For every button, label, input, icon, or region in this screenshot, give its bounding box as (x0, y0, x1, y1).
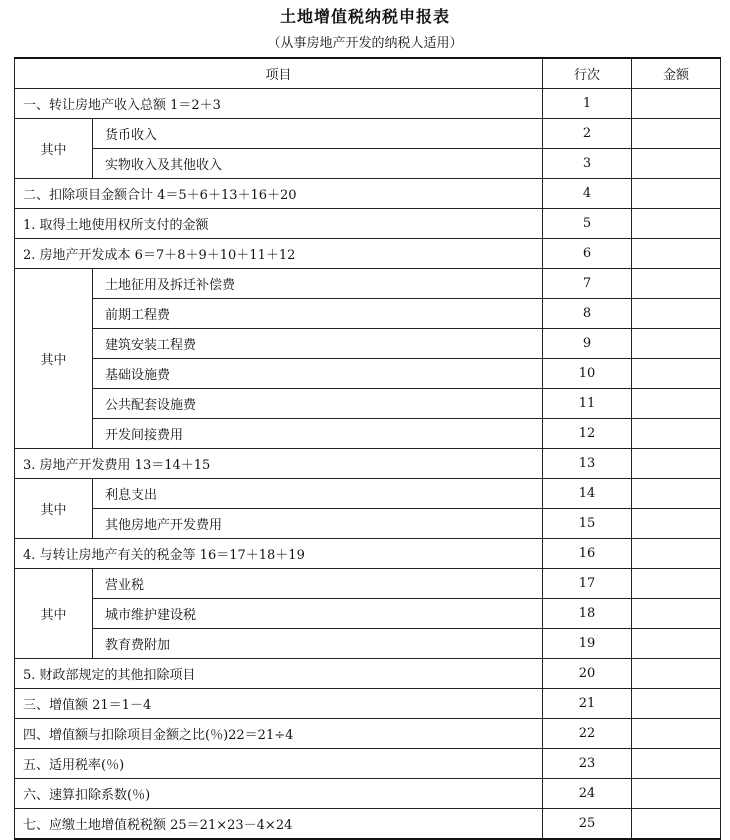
row-label: 土地征用及拆迁补偿费 (93, 269, 543, 299)
row-label: 1. 取得土地使用权所支付的金额 (15, 209, 543, 239)
table-row (15, 569, 721, 599)
amount-cell[interactable] (632, 449, 721, 479)
amount-cell[interactable] (632, 239, 721, 269)
amount-cell[interactable] (632, 689, 721, 719)
table-row (15, 689, 721, 719)
row-line-number: 2 (543, 119, 632, 149)
header-line-number: 行次 (543, 58, 632, 89)
row-label: 三、增值额 21＝1－4 (15, 689, 543, 719)
row-label: 2. 房地产开发成本 6＝7＋8＋9＋10＋11＋12 (15, 239, 543, 269)
row-label: 基础设施费 (93, 359, 543, 389)
row-line-number: 4 (543, 179, 632, 209)
row-label: 一、转让房地产收入总额 1＝2＋3 (15, 89, 543, 119)
table-row (15, 479, 721, 509)
row-label: 货币收入 (93, 119, 543, 149)
row-label: 六、速算扣除系数(％) (15, 779, 543, 809)
row-line-number: 13 (543, 449, 632, 479)
row-label: 公共配套设施费 (93, 389, 543, 419)
amount-cell[interactable] (632, 389, 721, 419)
group-label: 其中 (15, 479, 93, 539)
row-line-number: 8 (543, 299, 632, 329)
amount-cell[interactable] (632, 269, 721, 299)
table-row (15, 629, 721, 659)
header-item: 项目 (15, 58, 543, 89)
row-line-number: 1 (543, 89, 632, 119)
amount-cell[interactable] (632, 539, 721, 569)
row-line-number: 20 (543, 659, 632, 689)
table-row (15, 599, 721, 629)
row-line-number: 14 (543, 479, 632, 509)
group-label: 其中 (15, 269, 93, 449)
row-line-number: 7 (543, 269, 632, 299)
table-row (15, 779, 721, 809)
amount-cell[interactable] (632, 89, 721, 119)
amount-cell[interactable] (632, 179, 721, 209)
row-line-number: 21 (543, 689, 632, 719)
row-label: 四、增值额与扣除项目金额之比(％)22＝21÷4 (15, 719, 543, 749)
table-row (15, 749, 721, 779)
table-row (15, 389, 721, 419)
form-title: 土地增值税纳税申报表 (279, 7, 450, 26)
amount-cell[interactable] (632, 149, 721, 179)
table-row (15, 269, 721, 299)
row-label: 前期工程费 (93, 299, 543, 329)
table-row (15, 179, 721, 209)
row-label: 城市维护建设税 (93, 599, 543, 629)
table-row (15, 659, 721, 689)
amount-cell[interactable] (632, 569, 721, 599)
row-line-number: 16 (543, 539, 632, 569)
row-label: 3. 房地产开发费用 13＝14＋15 (15, 449, 543, 479)
amount-cell[interactable] (632, 659, 721, 689)
row-label: 营业税 (93, 569, 543, 599)
amount-cell[interactable] (632, 779, 721, 809)
amount-cell[interactable] (632, 719, 721, 749)
form-subtitle: （从事房地产开发的纳税人适用） (267, 36, 463, 51)
row-line-number: 22 (543, 719, 632, 749)
amount-cell[interactable] (632, 209, 721, 239)
row-label: 利息支出 (93, 479, 543, 509)
row-label: 实物收入及其他收入 (93, 149, 543, 179)
table-row (15, 449, 721, 479)
row-line-number: 15 (543, 509, 632, 539)
row-label: 4. 与转让房地产有关的税金等 16＝17＋18＋19 (15, 539, 543, 569)
row-line-number: 17 (543, 569, 632, 599)
row-line-number: 24 (543, 779, 632, 809)
row-label: 教育费附加 (93, 629, 543, 659)
row-label: 5. 财政部规定的其他扣除项目 (15, 659, 543, 689)
row-line-number: 6 (543, 239, 632, 269)
group-label: 其中 (15, 569, 93, 659)
row-label: 建筑安装工程费 (93, 329, 543, 359)
row-label: 开发间接费用 (93, 419, 543, 449)
table-row (15, 299, 721, 329)
row-label: 五、适用税率(％) (15, 749, 543, 779)
table-row (15, 539, 721, 569)
amount-cell[interactable] (632, 599, 721, 629)
table-row (15, 359, 721, 389)
table-row (15, 149, 721, 179)
table-row (15, 719, 721, 749)
amount-cell[interactable] (632, 509, 721, 539)
table-row (15, 119, 721, 149)
amount-cell[interactable] (632, 629, 721, 659)
row-line-number: 10 (543, 359, 632, 389)
amount-cell[interactable] (632, 329, 721, 359)
row-line-number: 25 (543, 809, 632, 840)
group-label: 其中 (15, 119, 93, 179)
row-line-number: 5 (543, 209, 632, 239)
row-line-number: 23 (543, 749, 632, 779)
amount-cell[interactable] (632, 119, 721, 149)
amount-cell[interactable] (632, 359, 721, 389)
row-label: 七、应缴土地增值税税额 25＝21×23－4×24 (15, 809, 543, 840)
table-row (15, 239, 721, 269)
row-line-number: 9 (543, 329, 632, 359)
amount-cell[interactable] (632, 419, 721, 449)
table-row (15, 329, 721, 359)
row-label: 二、扣除项目金额合计 4＝5＋6＋13＋16＋20 (15, 179, 543, 209)
amount-cell[interactable] (632, 299, 721, 329)
row-line-number: 3 (543, 149, 632, 179)
table-header-row (15, 58, 721, 89)
row-line-number: 11 (543, 389, 632, 419)
row-line-number: 18 (543, 599, 632, 629)
amount-cell[interactable] (632, 749, 721, 779)
tax-declaration-table (14, 57, 721, 840)
row-line-number: 12 (543, 419, 632, 449)
table-row (15, 509, 721, 539)
table-row (15, 209, 721, 239)
row-label: 其他房地产开发费用 (93, 509, 543, 539)
header-amount: 金额 (632, 58, 721, 89)
row-line-number: 19 (543, 629, 632, 659)
amount-cell[interactable] (632, 479, 721, 509)
table-row (15, 89, 721, 119)
table-row (15, 419, 721, 449)
